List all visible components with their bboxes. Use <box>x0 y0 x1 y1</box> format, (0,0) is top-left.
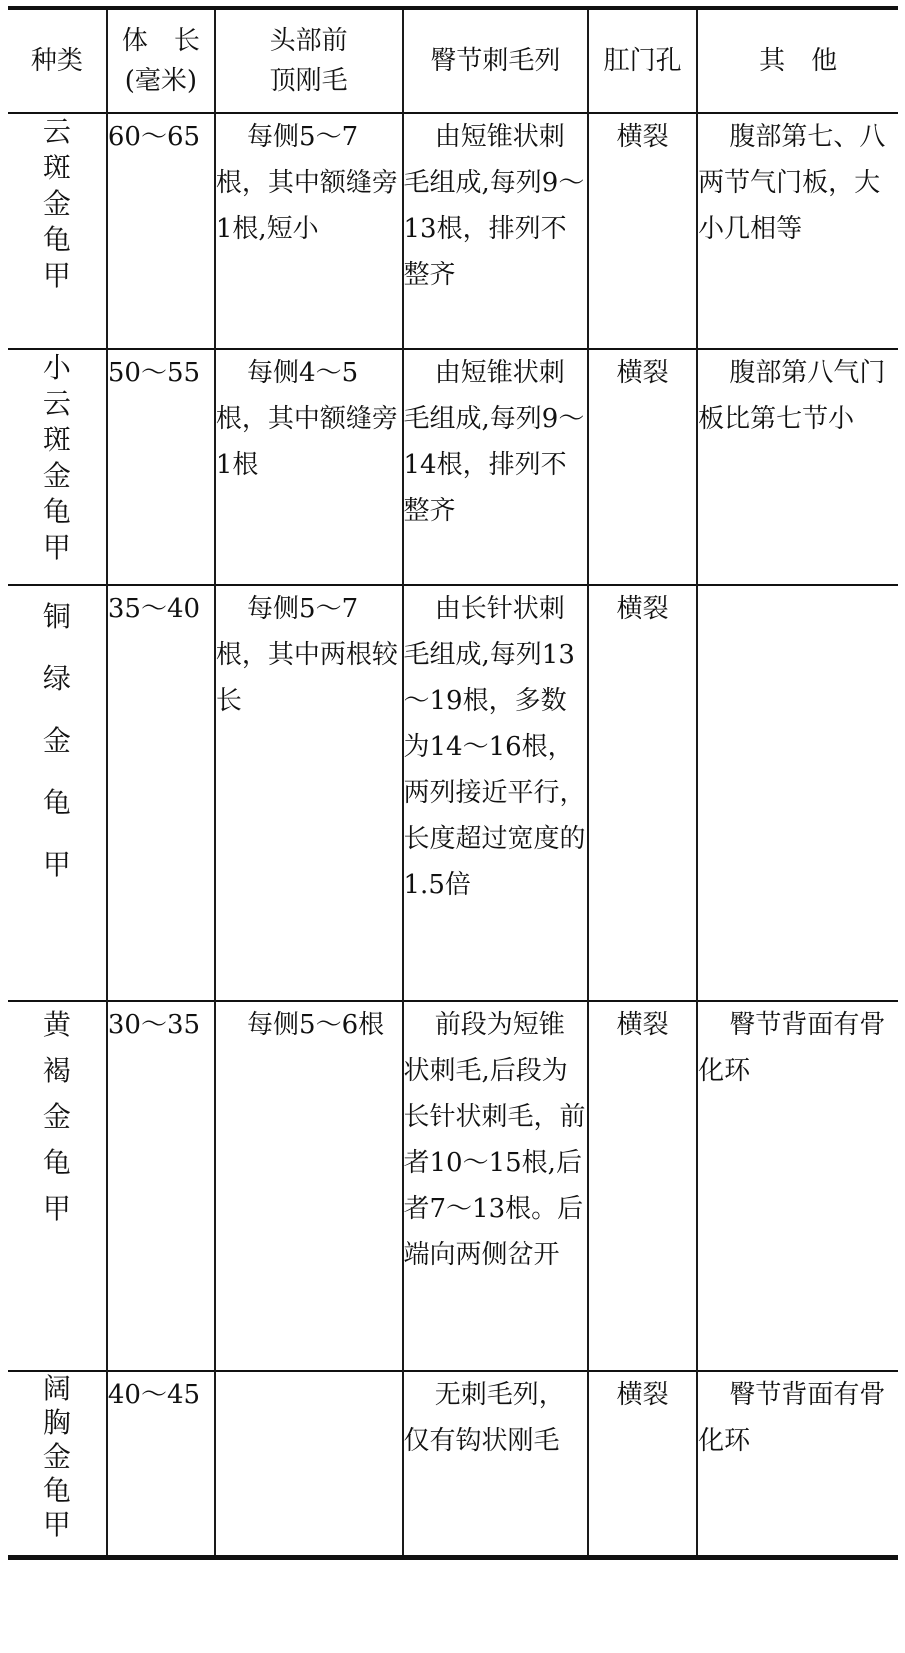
length-cell: 60～65 <box>107 113 215 349</box>
header-raster: 臀节刺毛列 <box>403 8 589 113</box>
table-row <box>8 349 898 585</box>
header-species: 种类 <box>8 8 107 113</box>
species-cell: 阔胸金龟甲 <box>8 1371 107 1557</box>
species-cell: 黄褐金龟甲 <box>8 1001 107 1371</box>
anal-cell: 横裂 <box>588 349 697 585</box>
table-row <box>8 1371 898 1557</box>
length-cell: 40～45 <box>107 1371 215 1557</box>
raster-cell: 由长针状刺毛组成,每列13～19根，多数为14～16根，两列接近平行，长度超过宽度的1.5倍 <box>403 585 589 1001</box>
raster-cell: 由短锥状刺毛组成,每列9～14根，排列不整齐 <box>403 349 589 585</box>
seta-cell: 每侧5～7根，其中两根较长 <box>215 585 403 1001</box>
length-cell: 30～35 <box>107 1001 215 1371</box>
other-cell: 腹部第八气门板比第七节小 <box>697 349 898 585</box>
seta-cell: 每侧4～5根，其中额缝旁1根 <box>215 349 403 585</box>
header-length: 体 长 (毫米) <box>107 8 215 113</box>
header-row <box>8 8 898 113</box>
raster-cell: 前段为短锥状刺毛,后段为长针状刺毛，前者10～15根,后者7～13根。后端向两侧岔开 <box>403 1001 589 1371</box>
anal-cell: 横裂 <box>588 1371 697 1557</box>
length-cell: 50～55 <box>107 349 215 585</box>
anal-cell: 横裂 <box>588 113 697 349</box>
seta-cell: 每侧5～7根，其中额缝旁1根,短小 <box>215 113 403 349</box>
seta-cell <box>215 1371 403 1557</box>
table-row <box>8 585 898 1001</box>
species-cell: 云斑金龟甲 <box>8 113 107 349</box>
table-row <box>8 1001 898 1371</box>
larva-comparison-table <box>8 6 898 1560</box>
header-seta: 头部前 顶刚毛 <box>215 8 403 113</box>
other-cell: 臀节背面有骨化环 <box>697 1371 898 1557</box>
table-row <box>8 113 898 349</box>
other-cell <box>697 585 898 1001</box>
raster-cell: 无刺毛列，仅有钩状刚毛 <box>403 1371 589 1557</box>
other-cell: 腹部第七、八两节气门板，大小几相等 <box>697 113 898 349</box>
species-cell: 小云斑金龟甲 <box>8 349 107 585</box>
header-anal: 肛门孔 <box>588 8 697 113</box>
header-other: 其 他 <box>697 8 898 113</box>
length-cell: 35～40 <box>107 585 215 1001</box>
species-cell: 铜绿金龟甲 <box>8 585 107 1001</box>
raster-cell: 由短锥状刺毛组成,每列9～13根，排列不整齐 <box>403 113 589 349</box>
seta-cell: 每侧5～6根 <box>215 1001 403 1371</box>
other-cell: 臀节背面有骨化环 <box>697 1001 898 1371</box>
anal-cell: 横裂 <box>588 1001 697 1371</box>
anal-cell: 横裂 <box>588 585 697 1001</box>
